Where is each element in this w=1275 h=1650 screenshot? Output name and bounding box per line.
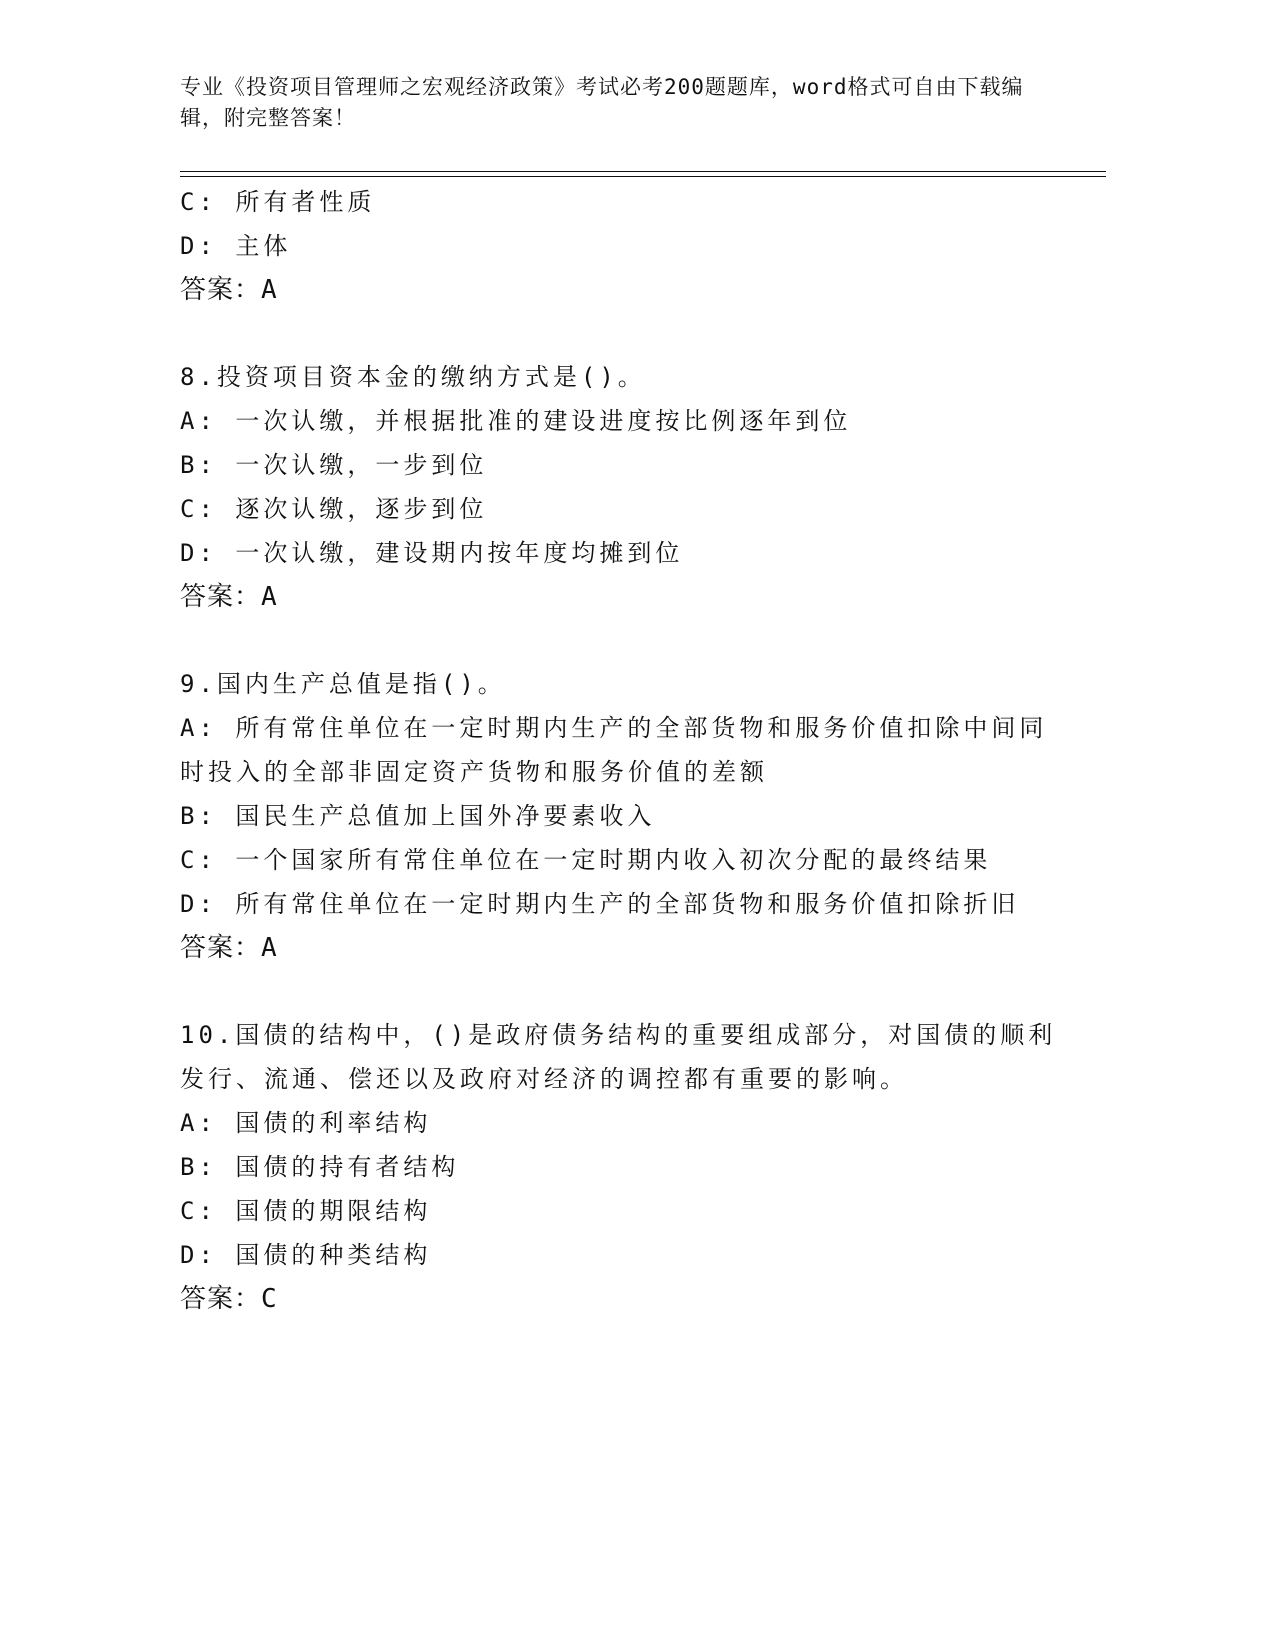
option-a: A: 所有常住单位在一定时期内生产的全部货物和服务价值扣除中间同 bbox=[180, 714, 1048, 742]
header-rule-top bbox=[180, 171, 1106, 172]
question-text: 8.投资项目资本金的缴纳方式是()。 bbox=[180, 363, 646, 391]
option-d: D: 国债的种类结构 bbox=[180, 1241, 432, 1269]
question-text-continuation: 发行、流通、偿还以及政府对经济的调控都有重要的影响。 bbox=[180, 1065, 908, 1093]
answer: 答案：A bbox=[180, 582, 278, 612]
answer: 答案：A bbox=[180, 275, 278, 305]
option-a-continuation: 时投入的全部非固定资产货物和服务价值的差额 bbox=[180, 758, 768, 786]
option-b: B: 国债的持有者结构 bbox=[180, 1153, 460, 1181]
answer: 答案：C bbox=[180, 1284, 278, 1314]
question-text: 10.国债的结构中，()是政府债务结构的重要组成部分，对国债的顺利 bbox=[180, 1021, 1057, 1049]
option-d: D: 主体 bbox=[180, 232, 292, 260]
option-b: B: 一次认缴，一步到位 bbox=[180, 451, 488, 479]
option-c: C: 国债的期限结构 bbox=[180, 1197, 432, 1225]
question-9 bbox=[180, 662, 1060, 970]
question-text: 9.国内生产总值是指()。 bbox=[180, 670, 506, 698]
option-b: B: 国民生产总值加上国外净要素收入 bbox=[180, 802, 656, 830]
header-rule-bottom bbox=[180, 176, 1106, 177]
answer: 答案：A bbox=[180, 933, 278, 963]
option-c: C: 逐次认缴，逐步到位 bbox=[180, 495, 488, 523]
option-d: D: 一次认缴，建设期内按年度均摊到位 bbox=[180, 539, 684, 567]
option-c: C: 所有者性质 bbox=[180, 188, 376, 216]
question-7-continuation bbox=[180, 180, 1060, 312]
question-8 bbox=[180, 355, 1060, 619]
option-c: C: 一个国家所有常住单位在一定时期内收入初次分配的最终结果 bbox=[180, 846, 992, 874]
document-body bbox=[180, 180, 1060, 1321]
question-10 bbox=[180, 1013, 1060, 1321]
option-a: A: 国债的利率结构 bbox=[180, 1109, 432, 1137]
document-header: 专业《投资项目管理师之宏观经济政策》考试必考200题题库，word格式可自由下载编辑，附完整答案！ bbox=[180, 75, 1024, 130]
option-a: A: 一次认缴，并根据批准的建设进度按比例逐年到位 bbox=[180, 407, 852, 435]
option-d: D: 所有常住单位在一定时期内生产的全部货物和服务价值扣除折旧 bbox=[180, 890, 1020, 918]
